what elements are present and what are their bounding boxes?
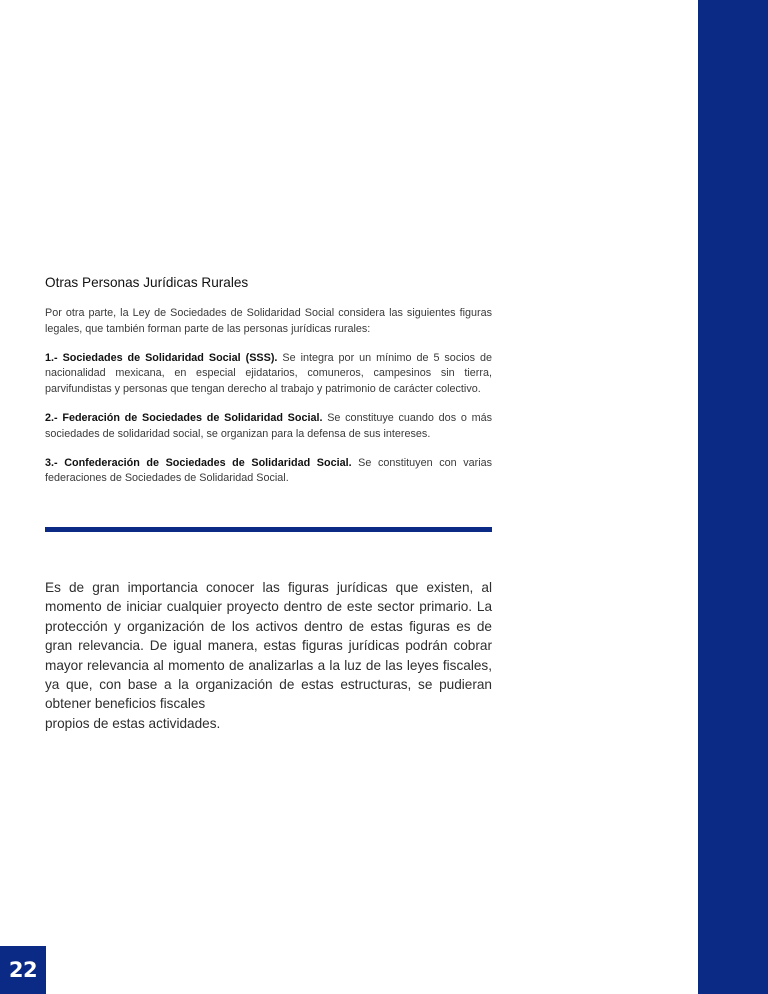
highlight-last-line: propios de estas actividades. [45,715,221,731]
item-heading: 1.- Sociedades de Solidaridad Social (SSS). [45,351,278,364]
item-text: Se constituyen con varias federaciones de Sociedades de Solidaridad Social. [45,456,492,485]
section-divider [45,527,492,532]
item-text: Se constituye cuando dos o más sociedades de solidaridad social, se organizan para la defensa de sus intereses. [45,411,492,440]
list-item [45,456,492,488]
page-number: 22 [0,946,46,994]
item-heading: 2.- Federación de Sociedades de Solidaridad Social. [45,411,323,424]
intro-paragraph: Por otra parte, la Ley de Sociedades de Solidaridad Social considera las siguientes figuras legales, que también forman parte de las personas jurídicas rurales: [45,307,492,335]
highlight-text: Es de gran importancia conocer las figuras jurídicas que existen, al momento de iniciar cualquier proyecto dentro de este sector primario. La protección y organización de los activos dentro de estas figuras es de gran relevancia. De igual manera, estas figuras jurídicas podrán cobrar mayor relevancia al momento de analizarlas a la luz de las leyes fiscales, ya que, con base a la organización de estas estructuras, se pudieran obtener beneficios fiscales [45,580,492,712]
item-heading: 3.- Confederación de Sociedades de Solidaridad Social. [45,456,352,469]
list-item [45,351,492,398]
right-accent-bar [698,0,768,994]
rural-legal-entities-section [45,273,492,500]
section-title: Otras Personas Jurídicas Rurales [45,275,249,290]
item-text: Se integra por un mínimo de 5 socios de nacionalidad mexicana, en especial ejidatarios, comuneros, campesinos sin tierra, parvifundistas y personas que tengan derecho al trabajo y patrimonio de carácter colectivo. [45,351,492,396]
highlight-paragraph [45,578,492,733]
list-item [45,411,492,443]
